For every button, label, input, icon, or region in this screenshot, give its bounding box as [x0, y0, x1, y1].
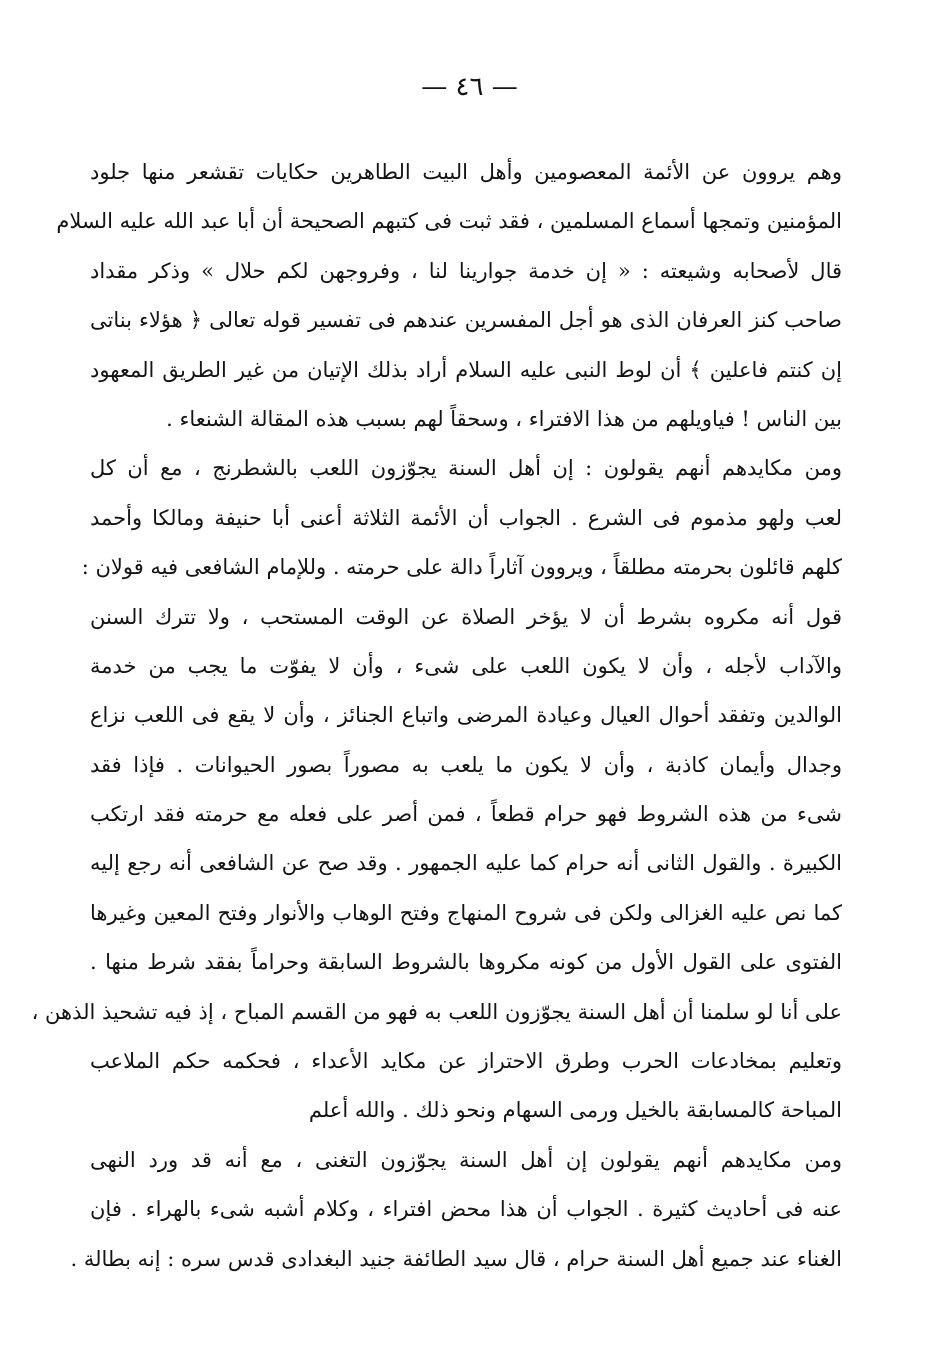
text-line: بين الناس ! فياويلهم من هذا الافتراء ، وسحقاً لهم بسبب هذه المقالة الشنعاء .: [166, 406, 842, 431]
text-line: الفتوى على القول الأول من كونه مكروها بالشروط السابقة وحراماً بفقد شرط منها .: [90, 950, 842, 975]
text-line: والآداب لأجله ، وأن لا يكون اللعب على شىء ، وأن لا يفوّت ما يجب من خدمة: [90, 653, 842, 678]
text-line: إن كنتم فاعلين ﴾ أن لوط النبى عليه السلام أراد بذلك الإتيان من غير الطريق المعهود: [90, 357, 842, 382]
text-line: لعب ولهو مذموم فى الشرع . الجواب أن الأئمة الثلاثة أعنى أبا حنيفة ومالكا وأحمد: [90, 505, 842, 530]
text-line: ومن مكايدهم أنهم يقولون إن أهل السنة يجوّزون التغنى ، مع أنه قد ورد النهى: [90, 1147, 842, 1172]
text-line: وجدال وأيمان كاذبة ، وأن لا يكون ما يلعب به مصوراً بصور الحيوانات . فإذا فقد: [90, 752, 842, 777]
text-line: صاحب كنز العرفان الذى هو أجل المفسرين عندهم فى تفسير قوله تعالى ﴿ هؤلاء بناتى: [90, 308, 842, 333]
text-line: المباحة كالمسابقة بالخيل ورمى السهام ونحو ذلك . والله أعلم: [308, 1098, 842, 1123]
text-line: قال لأصحابه وشيعته : « إن خدمة جوارينا لنا ، وفروجهن لكم حلال » وذكر مقداد: [90, 258, 842, 283]
text-line: على أنا لو سلمنا أن أهل السنة يجوّزون اللعب به فهو من القسم المباح ، إذ فيه تشحيذ الذهن ،: [31, 999, 842, 1024]
text-line: وتعليم بمخادعات الحرب وطرق الاحتراز عن مكايد الأعداء ، فحكمه حكم الملاعب: [90, 1049, 842, 1074]
page-number: — ٤٦ —: [421, 72, 518, 102]
text-line: كلهم قائلون بحرمته مطلقاً ، ويروون آثاراً دالة على حرمته . وللإمام الشافعى فيه قولان :: [81, 555, 842, 580]
text-line: عنه فى أحاديث كثيرة . الجواب أن هذا محض افتراء ، وكلام أشبه شىء بالهراء . فإن: [90, 1197, 842, 1222]
text-line: الغناء عند جميع أهل السنة حرام ، قال سيد الطائفة جنيد البغدادى قدس سره : إنه بطالة .: [70, 1246, 842, 1271]
text-line: الكبيرة . والقول الثانى أنه حرام كما عليه الجمهور . وقد صح عن الشافعى أنه رجع إليه: [90, 851, 842, 876]
text-line: المؤمنين وتمجها أسماع المسلمين ، فقد ثبت فى كتبهم الصحيحة أن أبا عبد الله عليه السلام: [56, 209, 842, 234]
text-line: قول أنه مكروه بشرط أن لا يؤخر الصلاة عن الوقت المستحب ، ولا تترك السنن: [90, 604, 842, 629]
text-line: وهم يروون عن الأئمة المعصومين وأهل البيت الطاهرين حكايات تقشعر منها جلود: [90, 160, 842, 184]
text-line: شىء من هذه الشروط فهو حرام قطعاً ، فمن أصر على فعله مع حرمته فقد ارتكب: [90, 802, 842, 827]
text-line: الوالدين وتفقد أحوال العيال وعيادة المرضى واتباع الجنائز ، وأن لا يقع فى اللعب نزاع: [90, 703, 842, 728]
text-line: ومن مكايدهم أنهم يقولون : إن أهل السنة يجوّزون اللعب بالشطرنج ، مع أن كل: [90, 456, 842, 481]
text-line: كما نص عليه الغزالى ولكن فى شروح المنهاج وفتح الوهاب والأنوار وفتح المعين وغيرها: [90, 900, 842, 925]
body-text: [31, 148, 842, 1284]
